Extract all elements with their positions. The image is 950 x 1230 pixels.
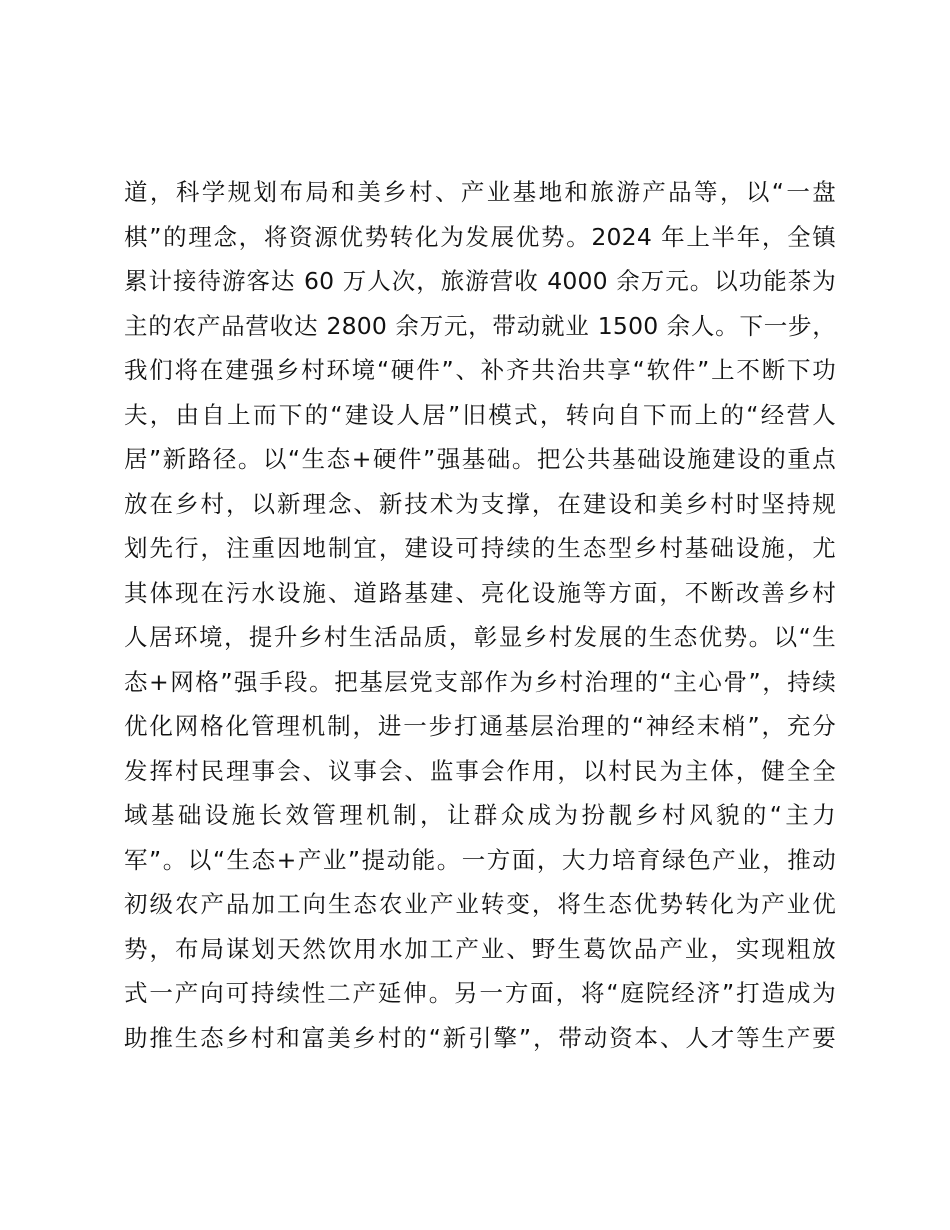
text-line: 态+网格”强手段。把基层党支部作为乡村治理的“主心骨”，持续 — [124, 667, 836, 696]
text-line: 划先行，注重因地制宜，建设可持续的生态型乡村基础设施，尤 — [124, 534, 836, 562]
text-line: 其体现在污水设施、道路基建、亮化设施等方面，不断改善乡村 — [124, 578, 836, 607]
text-line: 夫，由自上而下的“建设人居”旧模式，转向自下而上的“经营人 — [124, 400, 836, 429]
body-text — [124, 170, 836, 1060]
text-line: 式一产向可持续性二产延伸。另一方面，将“庭院经济”打造成为 — [124, 979, 836, 1007]
text-line: 域基础设施长效管理机制，让群众成为扮靓乡村风貌的“主力 — [124, 801, 836, 829]
text-line: 棋”的理念，将资源优势转化为发展优势。2024 年上半年，全镇 — [124, 222, 836, 251]
text-line: 优化网格化管理机制，进一步打通基层治理的“神经末梢”，充分 — [124, 712, 836, 740]
text-line: 助推生态乡村和富美乡村的“新引擎”，带动资本、人才等生产要 — [124, 1023, 836, 1052]
text-line: 势，布局谋划天然饮用水加工产业、野生葛饮品产业，实现粗放 — [124, 934, 836, 963]
text-line: 我们将在建强乡村环境“硬件”、补齐共治共享“软件”上不断下功 — [124, 356, 836, 384]
text-line: 放在乡村，以新理念、新技术为支撑，在建设和美乡村时坚持规 — [124, 489, 836, 518]
text-line: 累计接待游客达 60 万人次，旅游营收 4000 余万元。以功能茶为 — [124, 267, 836, 295]
text-line: 军”。以“生态+产业”提动能。一方面，大力培育绿色产业，推动 — [124, 845, 836, 874]
text-line: 主的农产品营收达 2800 余万元，带动就业 1500 余人。下一步， — [124, 311, 836, 340]
text-line: 发挥村民理事会、议事会、监事会作用，以村民为主体，健全全 — [124, 756, 836, 785]
text-line: 道，科学规划布局和美乡村、产业基地和旅游产品等，以“一盘 — [124, 178, 836, 206]
text-line: 居”新路径。以“生态+硬件”强基础。把公共基础设施建设的重点 — [124, 445, 836, 473]
text-line: 初级农产品加工向生态农业产业转变，将生态优势转化为产业优 — [124, 890, 836, 918]
text-line: 人居环境，提升乡村生活品质，彰显乡村发展的生态优势。以“生 — [124, 623, 836, 651]
